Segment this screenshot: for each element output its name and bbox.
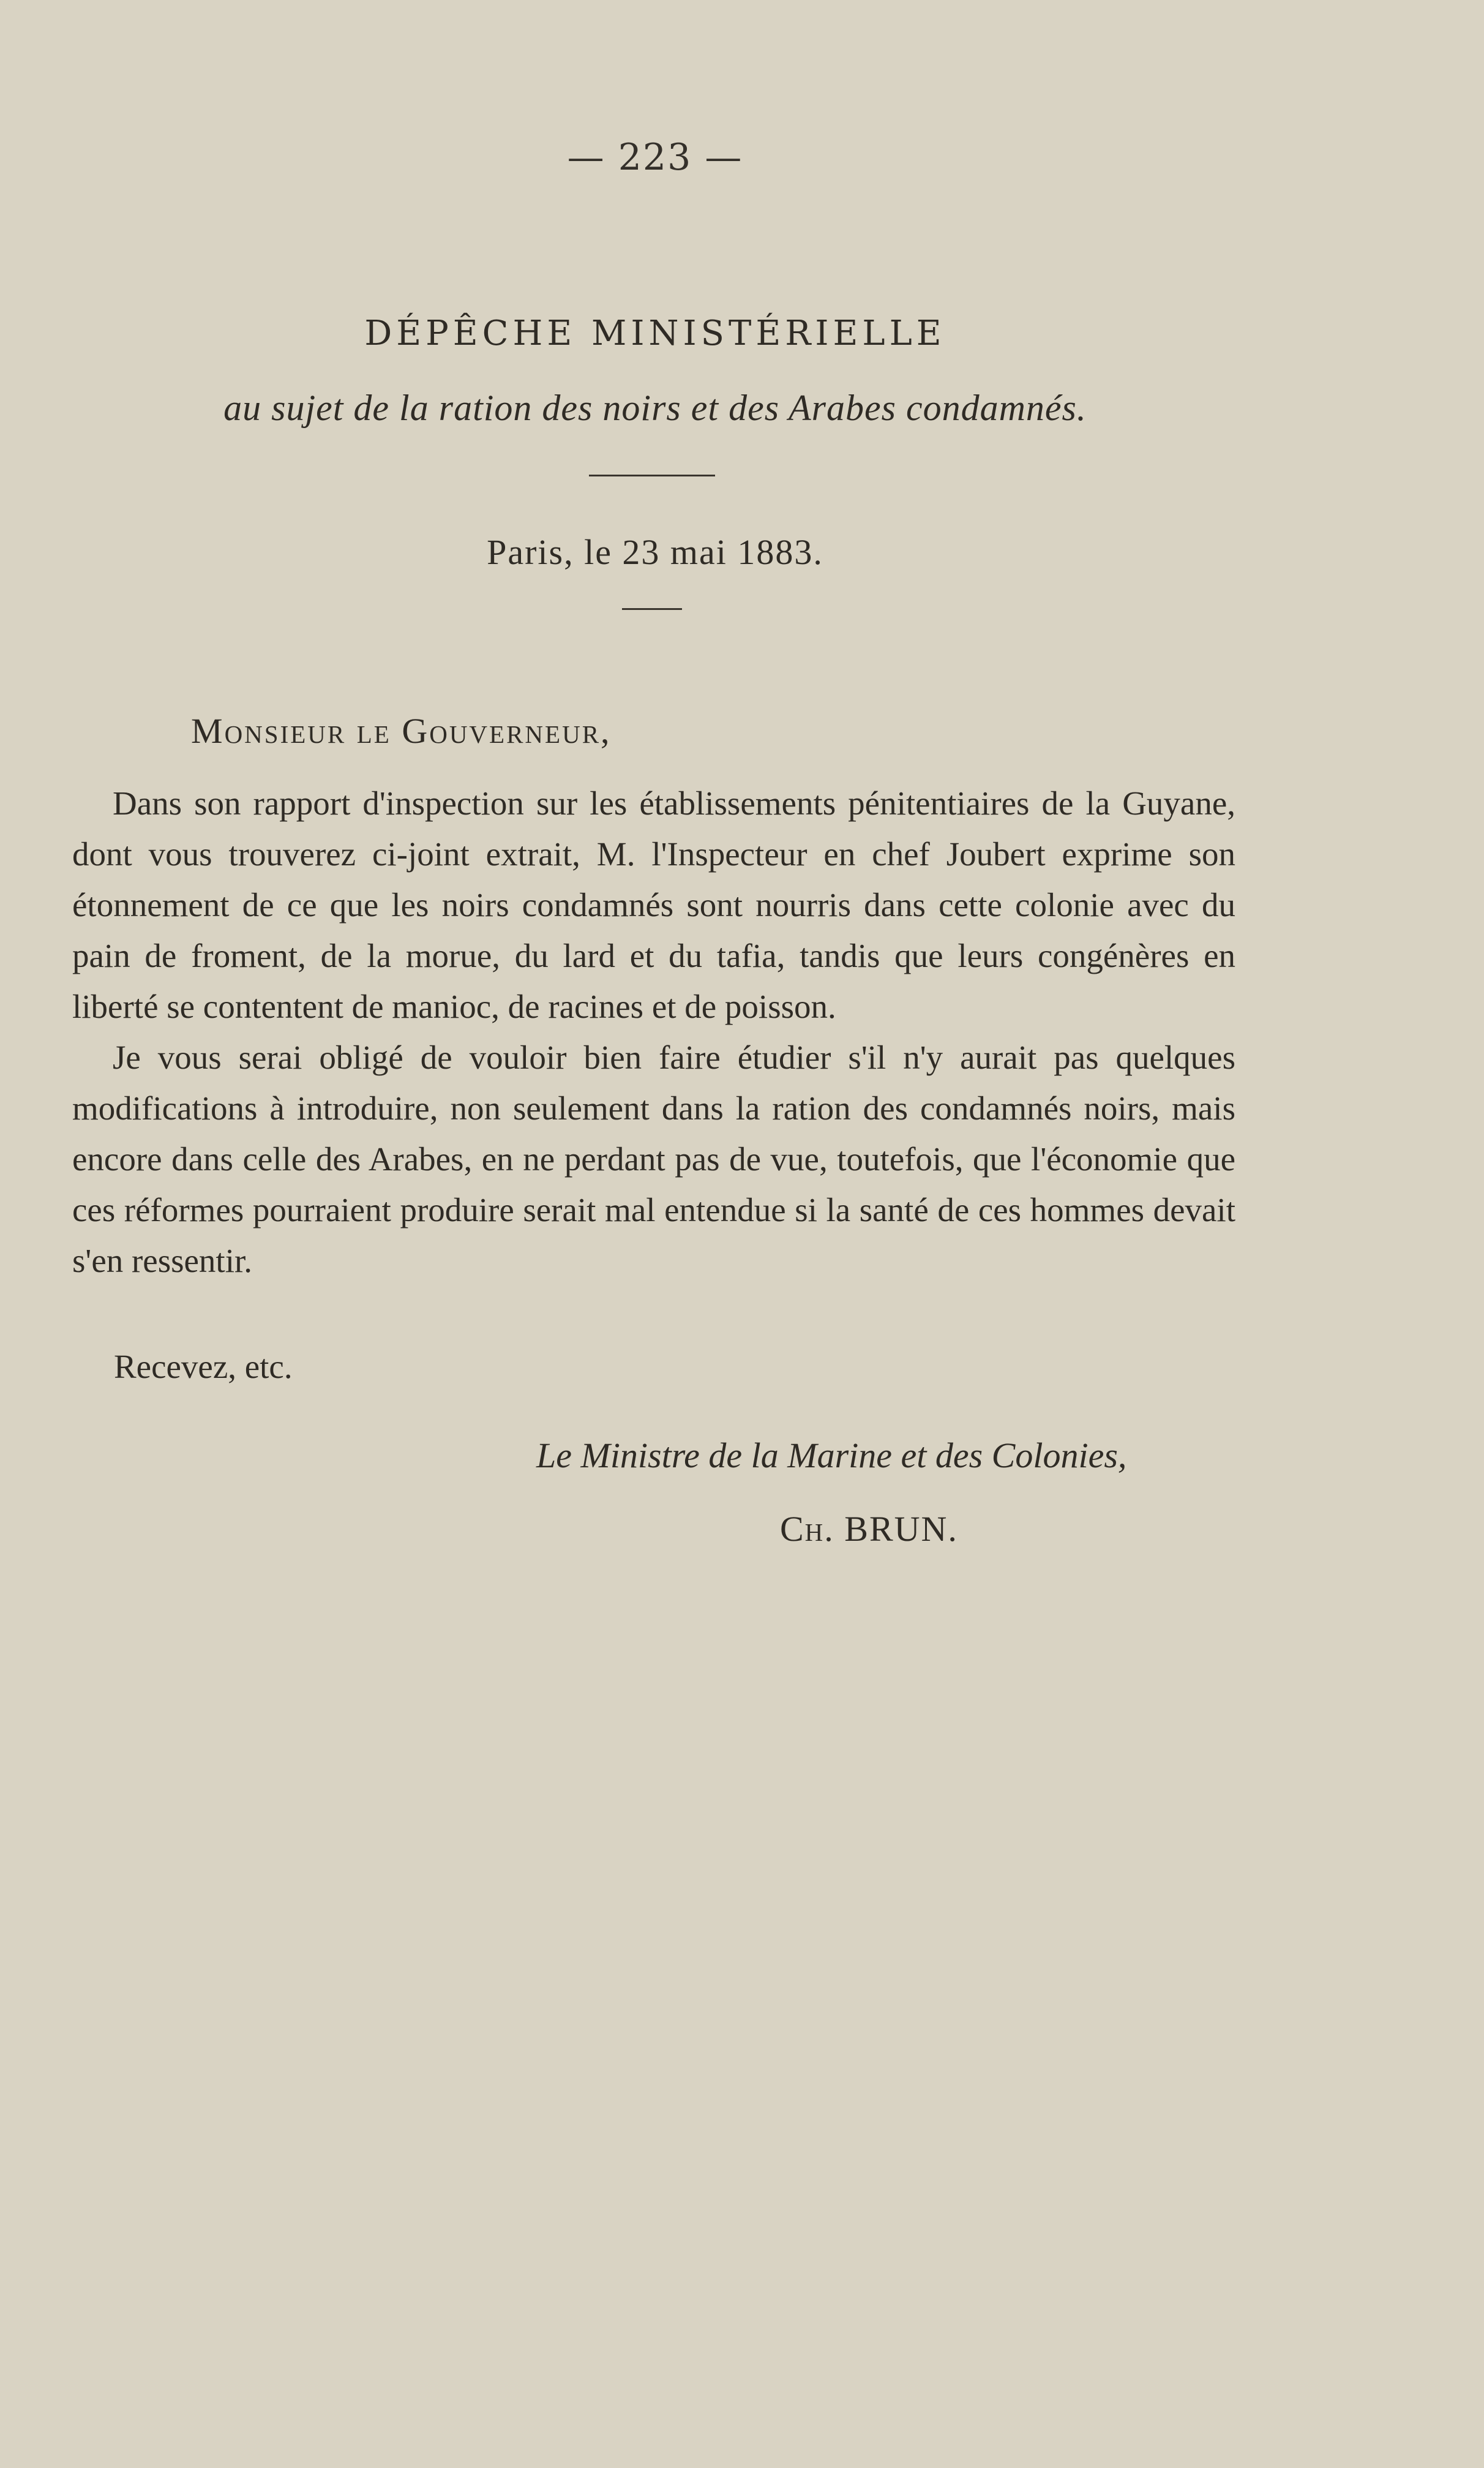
- paragraph: Dans son rapport d'inspection sur les établissements pénitentiaires de la Guyane, dont vous trouverez ci-joint extrait, M. l'Inspecteur en chef Joubert exprime son étonnement de ce que les noirs condamnés sont nourris dans cette colonie avec du pain de froment, de la morue, du lard et du tafia, tandis que leurs congénères en liberté se contentent de manioc, de racines et de poisson.: [72, 784, 1235, 1025]
- dateline: Paris, le 23 mai 1883.: [487, 532, 823, 572]
- separator-rule: [622, 608, 682, 610]
- separator-rule: [589, 475, 715, 476]
- page-number: — 223 —: [567, 136, 743, 179]
- paragraph: Je vous serai obligé de vouloir bien faire étudier s'il n'y aurait pas quelques modifications à introduire, non seulement dans la ration des condamnés noirs, mais encore dans celle des Arabes, en ne perdant pas de vue, toutefois, que l'économie que ces réformes pourraient produire serait mal entendue si la santé de ces hommes devait s'en ressentir.: [72, 1039, 1235, 1279]
- salutation: Monsieur le Gouverneur,: [191, 711, 612, 751]
- signature-name: Ch. BRUN.: [780, 1509, 958, 1549]
- closing-formula: Recevez, etc.: [114, 1348, 293, 1385]
- document-subtitle: au sujet de la ration des noirs et des Arabes condamnés.: [223, 388, 1087, 428]
- signature-role: Le Ministre de la Marine et des Colonies,: [536, 1435, 1127, 1475]
- document-title: DÉPÊCHE MINISTÉRIELLE: [364, 314, 946, 353]
- letter-body: [72, 778, 1235, 1286]
